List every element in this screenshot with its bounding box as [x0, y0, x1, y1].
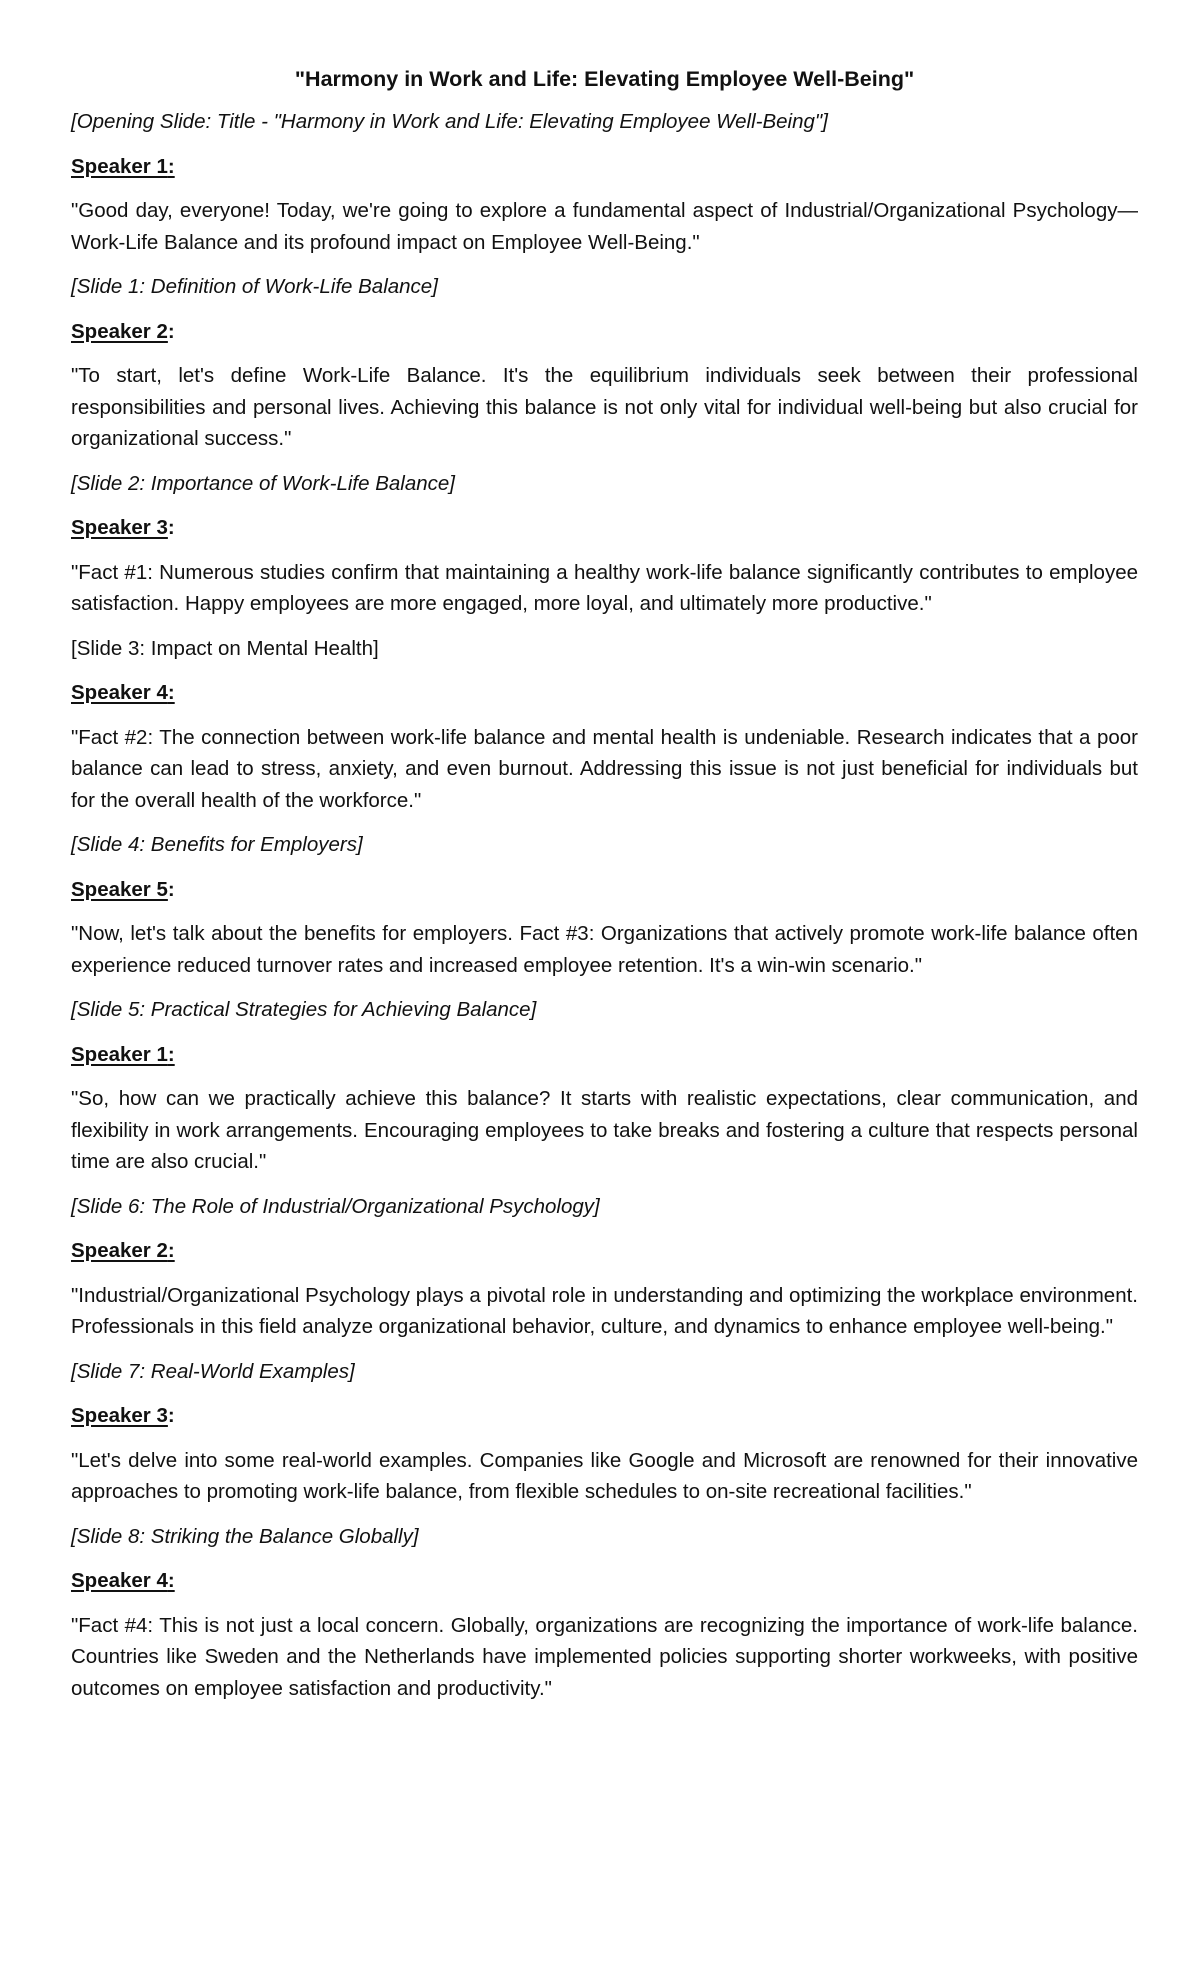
slide-note: [Slide 7: Real-World Examples] [71, 1359, 355, 1383]
slide-note: [Slide 5: Practical Strategies for Achieving Balance] [71, 998, 537, 1021]
speaker-label [71, 151, 1138, 183]
speaker-label [71, 316, 1138, 348]
slide-note: [Slide 8: Striking the Balance Globally] [71, 1524, 419, 1548]
slide-note: [Slide 4: Benefits for Employers] [71, 833, 363, 856]
speaker-colon: : [167, 681, 175, 704]
speaker-label [71, 1565, 1138, 1597]
speaker-label [71, 1400, 1138, 1432]
speaker-name: Speaker 3 [71, 1404, 168, 1427]
speech-text: "To start, let's define Work-Life Balance. It's the equilibrium individuals seek between their professional responsibilities and personal lives. Achieving this balance is not only vital for individual well-being but also crucial for organizational success." [71, 364, 1138, 450]
speech-text: "Fact #4: This is not just a local concern. Globally, organizations are recognizing the importance of work-life balance. Countries like Sweden and the Netherlands have implemented policies supporting shorter workweeks, with positive outcomes on employee satisfaction and productivity." [71, 1613, 1138, 1700]
speaker-label [71, 874, 1138, 906]
speech-text: "Let's delve into some real-world examples. Companies like Google and Microsoft are renowned for their innovative approaches to promoting work-life balance, from flexible schedules to on-site recreational facilities." [71, 1448, 1138, 1503]
speaker-colon: : [167, 1239, 175, 1262]
speaker-colon: : [167, 154, 175, 178]
speaker-name: Speaker 4 [71, 681, 168, 704]
speech-text: "Good day, everyone! Today, we're going to explore a fundamental aspect of Industrial/Organizational Psychology—Work-Life Balance and its profound impact on Employee Well-Being." [71, 199, 1138, 254]
speaker-name: Speaker 3 [71, 516, 168, 539]
speaker-colon: : [167, 319, 175, 343]
speech-text: "Industrial/Organizational Psychology plays a pivotal role in understanding and optimizing the workplace environment. Professionals in this field analyze organizational behavior, culture, and dynamics to enhance employee well-being." [71, 1283, 1138, 1338]
speaker-label [71, 1235, 1138, 1267]
speaker-colon: : [167, 877, 175, 901]
speaker-name: Speaker 2 [71, 1239, 168, 1262]
speech-text: "Fact #1: Numerous studies confirm that maintaining a healthy work-life balance significantly contributes to employee satisfaction. Happy employees are more engaged, more loyal, and ultimately more productive." [71, 560, 1138, 615]
speaker-colon: : [167, 1042, 175, 1066]
speaker-colon: : [167, 1404, 175, 1427]
slide-note: [Opening Slide: Title - "Harmony in Work and Life: Elevating Employee Well-Being"] [71, 110, 828, 133]
speaker-name: Speaker 1 [71, 154, 168, 178]
slide-note: [Slide 3: Impact on Mental Health] [71, 636, 379, 660]
speaker-name: Speaker 1 [71, 1042, 168, 1066]
slide-note: [Slide 2: Importance of Work-Life Balance] [71, 471, 455, 495]
speaker-label [71, 1039, 1138, 1071]
speaker-label [71, 512, 1138, 544]
speaker-name: Speaker 4 [71, 1569, 168, 1592]
speaker-name: Speaker 5 [71, 877, 168, 901]
speaker-label [71, 677, 1138, 709]
speech-text: "So, how can we practically achieve this balance? It starts with realistic expectations, clear communication, and flexibility in work arrangements. Encouraging employees to take breaks and fostering a culture that respects personal time are also crucial." [71, 1087, 1138, 1173]
document-title: "Harmony in Work and Life: Elevating Employee Well-Being" [294, 67, 915, 91]
speaker-colon: : [167, 516, 175, 539]
slide-note: [Slide 1: Definition of Work-Life Balance] [71, 275, 438, 298]
speaker-name: Speaker 2 [71, 319, 168, 343]
speaker-colon: : [167, 1569, 175, 1592]
document-body [71, 106, 1138, 1704]
speech-text: "Fact #2: The connection between work-life balance and mental health is undeniable. Research indicates that a poor balance can lead to stress, anxiety, and even burnout. Addressing this issue is not just beneficial for individuals but for the overall health of the workforce." [71, 725, 1138, 812]
speech-text: "Now, let's talk about the benefits for employers. Fact #3: Organizations that actively promote work-life balance often experience reduced turnover rates and increased employee retention. It's a win-win scenario." [71, 922, 1138, 977]
slide-note: [Slide 6: The Role of Industrial/Organizational Psychology] [71, 1194, 600, 1218]
